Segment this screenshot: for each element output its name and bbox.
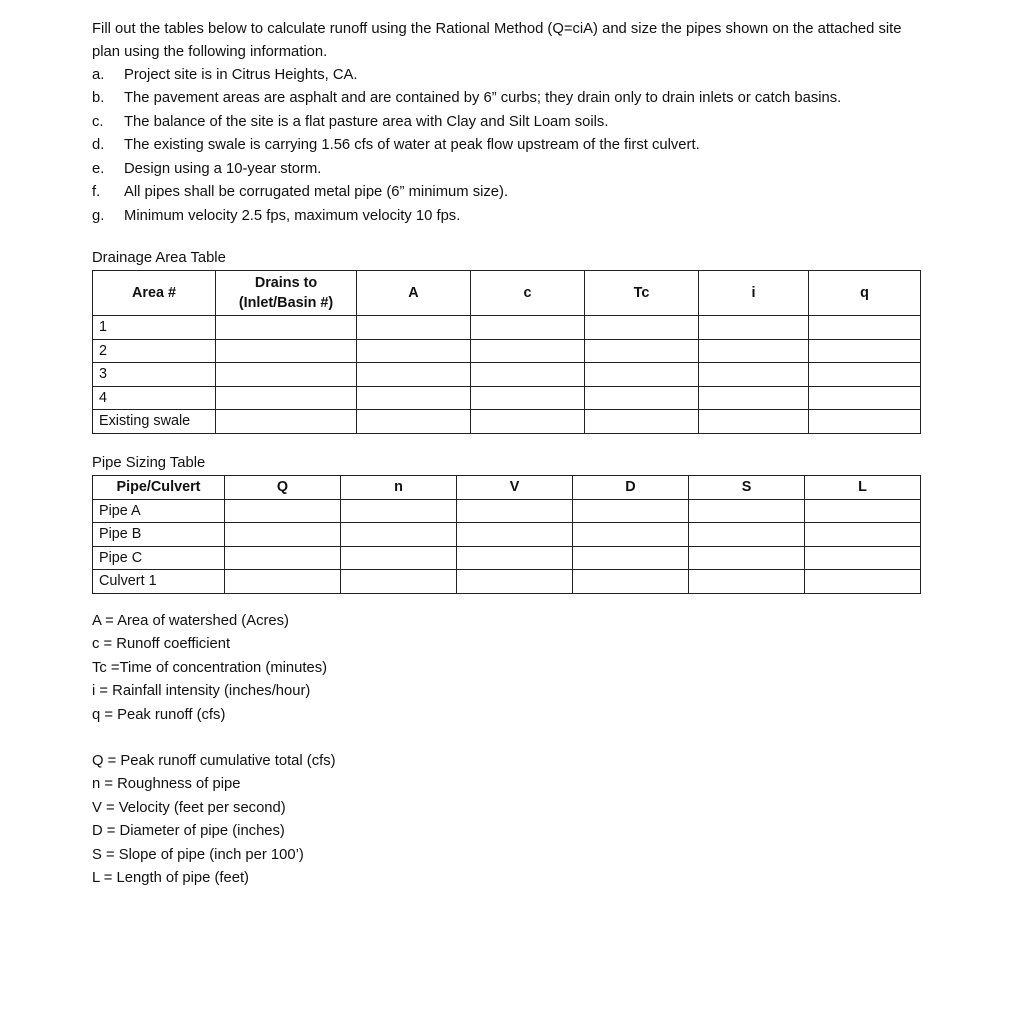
- list-item: [92, 87, 920, 111]
- blank-entry-cell: [216, 386, 357, 410]
- header-a: A: [357, 271, 471, 316]
- list-text: Design using a 10-year storm.: [124, 160, 322, 177]
- blank-entry-cell: [809, 410, 921, 434]
- list-item: [92, 63, 920, 87]
- list-letter: a.: [92, 66, 105, 83]
- blank-entry-cell: [357, 316, 471, 340]
- blank-entry-cell: [573, 523, 689, 547]
- blank-entry-cell: [809, 386, 921, 410]
- blank-entry-cell: [457, 523, 573, 547]
- table-row: [93, 316, 921, 340]
- pipe-definitions: [92, 750, 336, 890]
- row-label: 3: [93, 363, 216, 387]
- header-d: D: [573, 476, 689, 500]
- blank-entry-cell: [699, 339, 809, 363]
- header-tc: Tc: [585, 271, 699, 316]
- list-letter: d.: [92, 137, 105, 153]
- blank-entry-cell: [471, 316, 585, 340]
- list-text: Project site is in Citrus Heights, CA.: [124, 66, 358, 83]
- table-row: [93, 546, 921, 570]
- blank-entry-cell: [809, 316, 921, 340]
- list-text: All pipes shall be corrugated metal pipe (6” minimum size).: [124, 184, 509, 200]
- header-n: n: [341, 476, 457, 500]
- row-label: 1: [93, 316, 216, 340]
- list-letter: f.: [92, 184, 101, 200]
- blank-entry-cell: [699, 363, 809, 387]
- blank-entry-cell: [805, 523, 921, 547]
- header-l: L: [805, 476, 921, 500]
- blank-entry-cell: [699, 316, 809, 340]
- blank-entry-cell: [471, 339, 585, 363]
- row-label: 4: [93, 386, 216, 410]
- blank-entry-cell: [216, 316, 357, 340]
- blank-entry-cell: [457, 546, 573, 570]
- definition-line: D = Diameter of pipe (inches): [92, 823, 285, 840]
- header-s: S: [689, 476, 805, 500]
- blank-entry-cell: [357, 410, 471, 434]
- blank-entry-cell: [225, 499, 341, 523]
- document-page: [92, 18, 920, 887]
- blank-entry-cell: [585, 316, 699, 340]
- blank-entry-cell: [225, 523, 341, 547]
- table-row: [93, 410, 921, 434]
- definition-line: Tc =Time of concentration (minutes): [92, 659, 328, 676]
- blank-entry-cell: [699, 410, 809, 434]
- definition-line: L = Length of pipe (feet): [92, 870, 249, 887]
- drainage-area-table: [92, 270, 921, 434]
- blank-entry-cell: [585, 363, 699, 387]
- blank-entry-cell: [471, 410, 585, 434]
- drainage-table-caption: Drainage Area Table: [92, 250, 226, 266]
- header-area-number: Area #: [93, 271, 216, 316]
- table-row: [93, 499, 921, 523]
- blank-entry-cell: [341, 523, 457, 547]
- list-letter: e.: [92, 160, 105, 177]
- blank-entry-cell: [809, 363, 921, 387]
- blank-entry-cell: [699, 386, 809, 410]
- list-text: Minimum velocity 2.5 fps, maximum velocity 10 fps.: [124, 207, 461, 224]
- blank-entry-cell: [216, 339, 357, 363]
- list-text: The pavement areas are asphalt and are contained by 6” curbs; they drain only to drain inlets or catch basins.: [124, 90, 842, 106]
- definition-line: Q = Peak runoff cumulative total (cfs): [92, 753, 336, 769]
- definition-line: A = Area of watershed (Acres): [92, 613, 289, 629]
- definition-line: n = Roughness of pipe: [92, 776, 241, 793]
- blank-entry-cell: [225, 570, 341, 594]
- given-information-list: [92, 63, 920, 228]
- blank-entry-cell: [216, 410, 357, 434]
- blank-entry-cell: [457, 499, 573, 523]
- blank-entry-cell: [805, 499, 921, 523]
- header-q: q: [809, 271, 921, 316]
- list-item: [92, 181, 920, 205]
- row-label: 2: [93, 339, 216, 363]
- blank-entry-cell: [689, 523, 805, 547]
- blank-entry-cell: [457, 570, 573, 594]
- definition-line: V = Velocity (feet per second): [92, 799, 286, 816]
- list-item: [92, 204, 920, 228]
- row-label: Pipe B: [93, 523, 225, 547]
- blank-entry-cell: [357, 339, 471, 363]
- blank-entry-cell: [585, 386, 699, 410]
- list-letter: g.: [92, 207, 105, 224]
- blank-entry-cell: [341, 499, 457, 523]
- row-label: Pipe A: [93, 499, 225, 523]
- table-row: [93, 570, 921, 594]
- instructions-paragraph: Fill out the tables below to calculate runoff using the Rational Method (Q=ciA) and size the pipes shown on the attached site plan using the following information.: [92, 21, 902, 60]
- blank-entry-cell: [805, 546, 921, 570]
- header-v: V: [457, 476, 573, 500]
- blank-entry-cell: [341, 570, 457, 594]
- blank-entry-cell: [341, 546, 457, 570]
- list-item: [92, 110, 920, 134]
- header-drains-to-line1: Drains to: [254, 275, 318, 291]
- header-drains-to-line2: (Inlet/Basin #): [238, 295, 334, 311]
- table-header-row: [93, 476, 921, 500]
- list-text: The existing swale is carrying 1.56 cfs of water at peak flow upstream of the first culvert.: [124, 137, 700, 153]
- blank-entry-cell: [471, 363, 585, 387]
- definition-line: q = Peak runoff (cfs): [92, 706, 226, 723]
- definition-line: i = Rainfall intensity (inches/hour): [92, 683, 311, 700]
- header-pipe-culvert: Pipe/Culvert: [93, 476, 225, 500]
- header-q-total: Q: [225, 476, 341, 500]
- blank-entry-cell: [357, 386, 471, 410]
- blank-entry-cell: [805, 570, 921, 594]
- blank-entry-cell: [689, 570, 805, 594]
- table-row: [93, 523, 921, 547]
- row-label: Existing swale: [93, 410, 216, 434]
- blank-entry-cell: [585, 339, 699, 363]
- blank-entry-cell: [357, 363, 471, 387]
- list-text: The balance of the site is a flat pasture area with Clay and Silt Loam soils.: [124, 113, 609, 130]
- list-item: [92, 157, 920, 181]
- blank-entry-cell: [573, 546, 689, 570]
- list-letter: c.: [92, 113, 104, 130]
- row-label: Culvert 1: [93, 570, 225, 594]
- blank-entry-cell: [585, 410, 699, 434]
- header-c: c: [471, 271, 585, 316]
- table-header-row: [93, 271, 921, 316]
- header-drains-to: [216, 271, 357, 316]
- blank-entry-cell: [573, 499, 689, 523]
- pipe-table-caption: Pipe Sizing Table: [92, 455, 206, 471]
- definition-line: S = Slope of pipe (inch per 100’): [92, 846, 304, 863]
- table-row: [93, 386, 921, 410]
- blank-entry-cell: [216, 363, 357, 387]
- blank-entry-cell: [573, 570, 689, 594]
- table-row: [93, 363, 921, 387]
- blank-entry-cell: [471, 386, 585, 410]
- blank-entry-cell: [689, 499, 805, 523]
- blank-entry-cell: [689, 546, 805, 570]
- row-label: Pipe C: [93, 546, 225, 570]
- blank-entry-cell: [809, 339, 921, 363]
- runoff-definitions: [92, 610, 327, 727]
- blank-entry-cell: [225, 546, 341, 570]
- header-i: i: [699, 271, 809, 316]
- table-row: [93, 339, 921, 363]
- list-letter: b.: [92, 90, 105, 106]
- list-item: [92, 134, 920, 158]
- definition-line: c = Runoff coefficient: [92, 636, 231, 653]
- pipe-sizing-table: [92, 475, 921, 594]
